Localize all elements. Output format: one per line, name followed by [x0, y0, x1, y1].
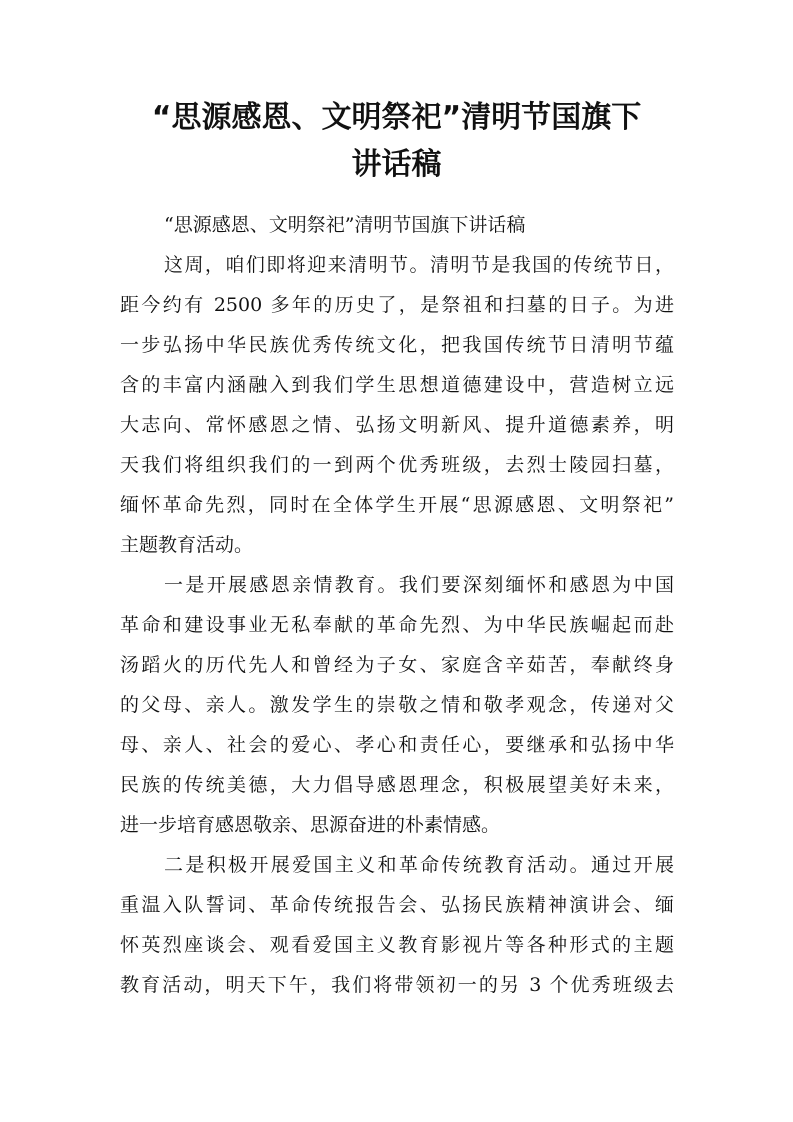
text-line: 缅怀革命先烈，同时在全体学生开展“思源感恩、文明祭祀” [120, 494, 674, 516]
text-line: 二是积极开展爱国主义和革命传统教育活动。通过开展 [164, 854, 674, 876]
text-line: 母、亲人、社会的爱心、孝心和责任心，要继承和弘扬中华 [120, 734, 674, 756]
text-line: 这周，咱们即将迎来清明节。清明节是我国的传统节日， [164, 254, 674, 276]
document-body [120, 205, 674, 1005]
text-line: 进一步培育感恩敬亲、思源奋进的朴素情感。 [120, 814, 501, 836]
text-line: 一步弘扬中华民族优秀传统文化，把我国传统节日清明节蕴 [120, 334, 674, 356]
text-line: 大志向、常怀感恩之情、弘扬文明新风、提升道德素养，明 [120, 414, 674, 436]
text-line: 含的丰富内涵融入到我们学生思想道德建设中，营造树立远 [120, 374, 674, 396]
text-line: 主题教育活动。 [120, 534, 254, 556]
text-line: “思源感恩、文明祭祀”清明节国旗下讲话稿 [164, 214, 526, 236]
document-title [100, 94, 693, 188]
title-line-2: 讲话稿 [351, 147, 442, 182]
text-line: 教育活动，明天下午，我们将带领初一的另 3 个优秀班级去 [120, 974, 674, 996]
text-line: 革命和建设事业无私奉献的革命先烈、为中华民族崛起而赴 [120, 614, 674, 636]
title-line-1: “思源感恩、文明祭祀”清明节国旗下 [151, 100, 642, 135]
text-line: 重温入队誓词、革命传统报告会、弘扬民族精神演讲会、缅 [120, 894, 674, 916]
text-line: 的父母、亲人。激发学生的崇敬之情和敬孝观念，传递对父 [120, 694, 674, 716]
text-line: 一是开展感恩亲情教育。我们要深刻缅怀和感恩为中国 [164, 574, 674, 596]
text-line: 天我们将组织我们的一到两个优秀班级，去烈士陵园扫墓， [120, 454, 674, 476]
text-line: 汤蹈火的历代先人和曾经为子女、家庭含辛茹苦，奉献终身 [120, 654, 674, 676]
text-line: 怀英烈座谈会、观看爱国主义教育影视片等各种形式的主题 [120, 934, 674, 956]
text-line: 民族的传统美德，大力倡导感恩理念，积极展望美好未来， [120, 774, 674, 796]
text-line: 距今约有 2500 多年的历史了，是祭祖和扫墓的日子。为进 [120, 294, 674, 316]
